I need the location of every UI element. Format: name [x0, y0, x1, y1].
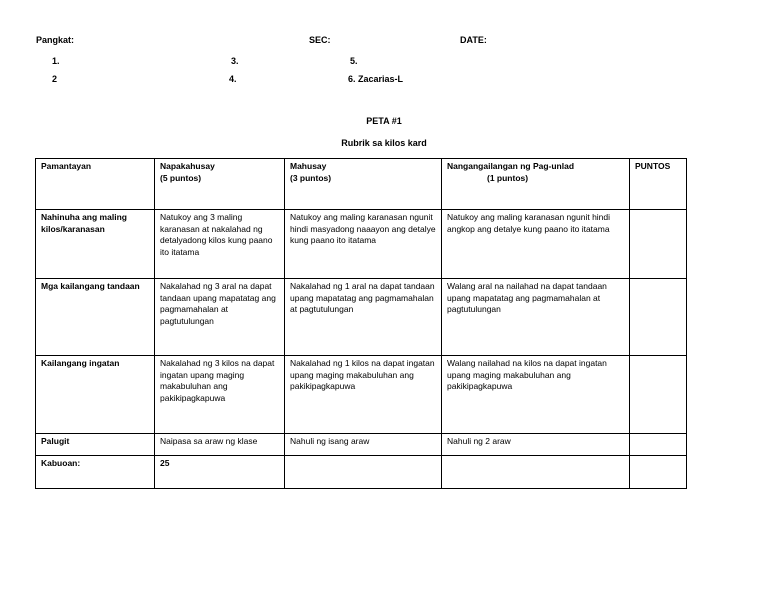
criterion-cell: Kailangang ingatan: [36, 356, 155, 434]
puntos-cell[interactable]: [630, 210, 687, 279]
table-row: [36, 210, 687, 279]
puntos-cell[interactable]: [630, 434, 687, 456]
pag-unlad-cell: Walang aral na nailahad na dapat tandaan upang mapatatag ang pagmamahalan at pagtutulungan: [442, 279, 630, 356]
header-pag-unlad: [442, 159, 630, 210]
member-1: 1.: [52, 56, 60, 66]
header-mahusay-points: (3 puntos): [290, 172, 332, 183]
header-pamantayan: Pamantayan: [36, 159, 155, 210]
criterion-cell: Nahinuha ang maling kilos/karanasan: [36, 210, 155, 279]
rubric-table: [35, 158, 687, 489]
pag-unlad-cell: Natukoy ang maling karanasan ngunit hindi angkop ang detalye kung paano ito itatama: [442, 210, 630, 279]
table-row: [36, 434, 687, 456]
puntos-cell[interactable]: [630, 279, 687, 356]
mahusay-cell: Natukoy ang maling karanasan ngunit hindi masyadong naaayon ang detalye kung paano ito itatama: [285, 210, 442, 279]
page-subtitle: Rubrik sa kilos kard: [341, 138, 427, 148]
puntos-cell[interactable]: [630, 356, 687, 434]
total-label-cell: Kabuoan:: [36, 456, 155, 489]
header-napakahusay: [155, 159, 285, 210]
page-title: PETA #1: [366, 116, 402, 126]
header-napakahusay-label: Napakahusay: [160, 161, 215, 171]
pag-unlad-cell: Walang nailahad na kilos na dapat ingatan upang maging makabuluhan ang pakikipagkapuwa: [442, 356, 630, 434]
pangkat-label: Pangkat:: [36, 35, 75, 45]
table-row: [36, 356, 687, 434]
total-pag-unlad-cell: [442, 456, 630, 489]
sec-label: SEC:: [309, 35, 331, 45]
mahusay-cell: Nahuli ng isang araw: [285, 434, 442, 456]
napakahusay-cell: Nakalahad ng 3 aral na dapat tandaan upang mapatatag ang pagmamahalan at pagtutulungan: [155, 279, 285, 356]
header-mahusay: [285, 159, 442, 210]
header-mahusay-label: Mahusay: [290, 161, 327, 171]
napakahusay-cell: Natukoy ang 3 maling karanasan at nakalahad ng detalyadong kilos kung paano ito itatama: [155, 210, 285, 279]
table-header-row: [36, 159, 687, 210]
table-row: [36, 279, 687, 356]
napakahusay-cell: Naipasa sa araw ng klase: [155, 434, 285, 456]
mahusay-cell: Nakalahad ng 1 kilos na dapat ingatan upang maging makabuluhan ang pakikipagkapuwa: [285, 356, 442, 434]
header-pag-unlad-label: Nangangailangan ng Pag-unlad: [447, 161, 575, 171]
total-mahusay-cell: [285, 456, 442, 489]
member-4: 4.: [229, 74, 237, 84]
header-pag-unlad-points: (1 puntos): [487, 172, 529, 183]
member-2: 2: [52, 74, 58, 84]
napakahusay-cell: Nakalahad ng 3 kilos na dapat ingatan upang maging makabuluhan ang pakikipagkapuwa: [155, 356, 285, 434]
total-puntos-cell[interactable]: [630, 456, 687, 489]
criterion-cell: Mga kailangang tandaan: [36, 279, 155, 356]
table-row-total: [36, 456, 687, 489]
member-3: 3.: [231, 56, 239, 66]
date-label: DATE:: [460, 35, 487, 45]
header-puntos: PUNTOS: [630, 159, 687, 210]
total-napakahusay-cell: 25: [155, 456, 285, 489]
member-5: 5.: [350, 56, 358, 66]
mahusay-cell: Nakalahad ng 1 aral na dapat tandaan upang mapatatag ang pagmamahalan at pagtutulungan: [285, 279, 442, 356]
header-napakahusay-points: (5 puntos): [160, 172, 202, 183]
pag-unlad-cell: Nahuli ng 2 araw: [442, 434, 630, 456]
criterion-cell: Palugit: [36, 434, 155, 456]
member-6: 6. Zacarias-L: [348, 74, 404, 84]
